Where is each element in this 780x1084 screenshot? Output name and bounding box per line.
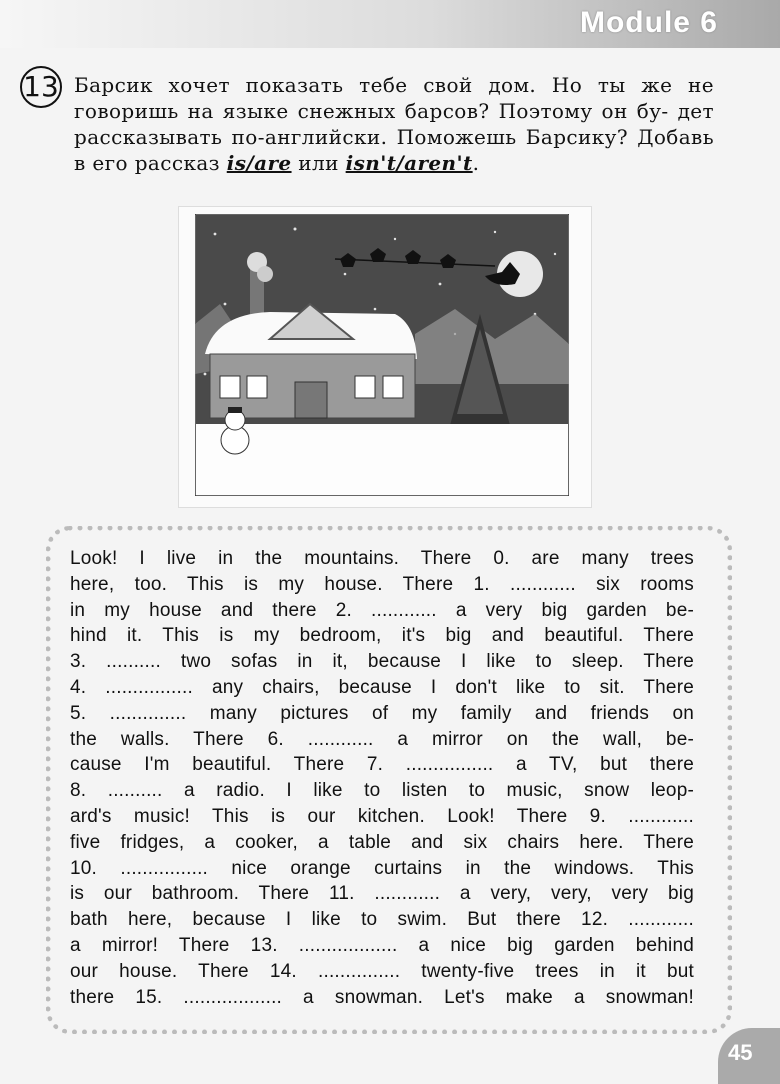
story-line: hind it. This is my bedroom, it's big and beautiful. There: [70, 625, 694, 647]
story-line: is our bathroom. There 11. ............ a very, very, very big: [70, 883, 694, 905]
instruction-line-2: говоришь на языке снежных барсов? Поэтому он бу-: [74, 99, 669, 123]
story-line: bath here, because I like to swim. But there 12. ............: [70, 909, 694, 931]
story-line: 4. ................ any chairs, because I don't like to sit. There: [70, 676, 694, 698]
story-line: 8. .......... a radio. I like to listen to music, snow leop-: [70, 780, 694, 802]
story-line: five fridges, a cooker, a table and six chairs here. There: [70, 831, 694, 853]
page-number: 45: [728, 1040, 753, 1065]
story-line: Look! I live in the mountains. There 0. are many trees: [70, 548, 694, 569]
story-line: in my house and there 2. ............ a very big garden be-: [70, 599, 694, 621]
exercise-number: 13: [20, 66, 62, 108]
instruction-line-3: дет рассказывать по-английски. Поможешь Барсику?: [74, 99, 714, 149]
story-line: our house. There 14. ............... twenty-five trees in it but: [70, 960, 694, 982]
story-line: here, too. This is my house. There 1. ............ six rooms: [70, 573, 694, 595]
story-line: 10. ................ nice orange curtains in the windows. This: [70, 857, 694, 879]
story-line: cause I'm beautiful. There 7. ................ a TV, but there: [70, 754, 694, 776]
winter-house-icon: [195, 214, 569, 496]
instruction-line-1: Барсик хочет показать тебе свой дом. Но ты же не: [74, 73, 714, 97]
story-line: ard's music! This is our kitchen. Look! There 9. ............: [70, 805, 694, 827]
instruction-mid: или: [291, 151, 346, 175]
story-line: there 15. .................. a snowman. Let's make a snowman!: [70, 986, 694, 1008]
story-line: 5. .............. many pictures of my family and friends on: [70, 702, 694, 724]
module-title: Module 6: [579, 6, 718, 39]
exercise-instruction: [74, 72, 714, 176]
story-line: 3. .......... two sofas in it, because I like to sleep. There: [70, 651, 694, 673]
story-text: [70, 546, 694, 1010]
option-is-are: is/are: [226, 151, 292, 175]
option-isnt-arent: isn't/aren't: [345, 151, 473, 175]
story-line: a mirror! There 13. .................. a nice big garden behind: [70, 934, 694, 956]
instruction-line-4-start: Добавь в его рассказ: [74, 125, 715, 175]
instruction-end: .: [472, 151, 480, 175]
story-line: the walls. There 6. ............ a mirror on the wall, be-: [70, 728, 694, 750]
